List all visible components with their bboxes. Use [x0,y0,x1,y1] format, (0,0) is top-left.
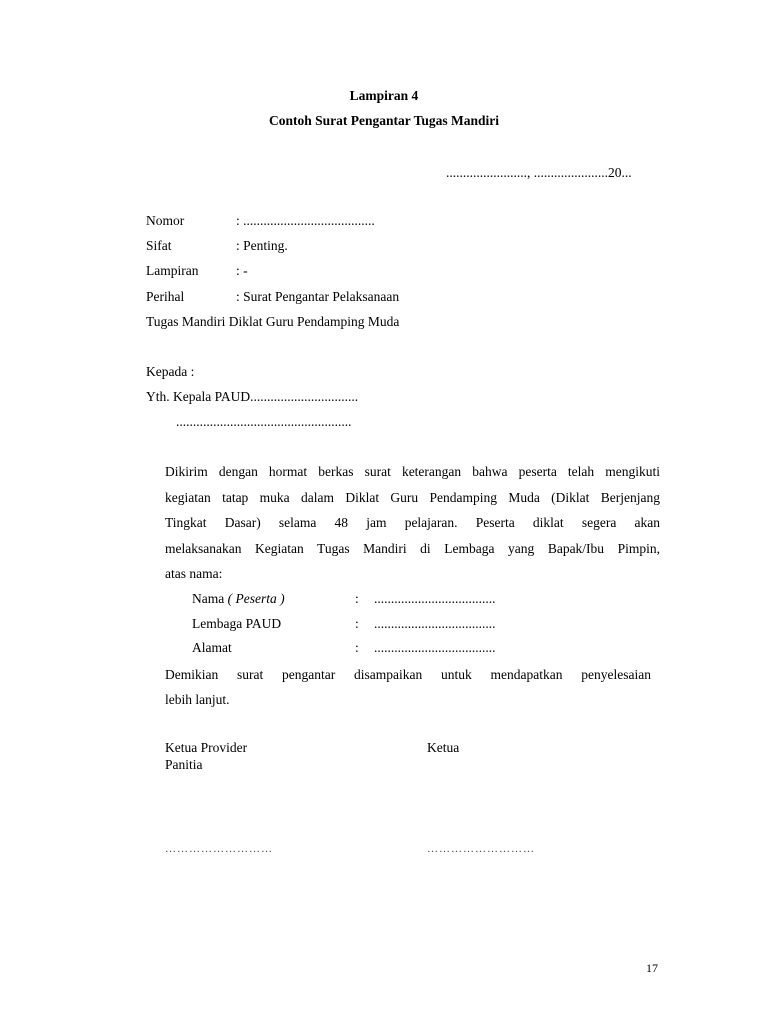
perihal-label: Perihal [146,289,185,304]
nomor-value: : ....................................... [236,213,375,228]
lembaga-value: .................................... [374,616,496,631]
recipient-address: .................................................... [176,414,352,429]
closing-line: lebih lanjut. [165,692,230,707]
page-subtitle: Contoh Surat Pengantar Tugas Mandiri [268,113,500,128]
signature-right-title: Ketua [427,740,460,755]
page-title: Lampiran 4 [349,88,419,103]
alamat-label: Alamat [192,640,232,655]
sifat-value: : Penting. [236,238,288,253]
signature-left-title2: Panitia [165,757,203,772]
sifat-label: Sifat [146,238,172,253]
alamat-colon: : [355,640,359,655]
nomor-label: Nomor [146,213,185,228]
body-line: atas nama: [165,566,223,581]
lampiran-value: : - [236,263,248,278]
lembaga-label: Lembaga PAUD [192,616,282,631]
body-line: melaksanakan Kegiatan Tugas Mandiri di Lembaga yang Bapak/Ibu Pimpin, [165,541,660,556]
nama-label [192,591,285,607]
body-line: Dikirim dengan hormat berkas surat keterangan bahwa peserta telah mengikuti [165,464,660,479]
perihal-continuation: Tugas Mandiri Diklat Guru Pendamping Muda [146,314,400,329]
nama-label-text: Nama [192,591,225,606]
signature-left-title: Ketua Provider [165,740,248,755]
page-number: 17 [646,961,658,975]
place-date: ........................, ......................20... [446,165,632,180]
perihal-value: : Surat Pengantar Pelaksanaan [236,289,400,304]
recipient-yth: Yth. Kepala PAUD................................ [146,389,359,404]
nama-value: .................................... [374,591,496,606]
recipient-kepada: Kepada : [146,364,195,379]
signature-right-line: ……………………… [427,843,535,855]
alamat-value: .................................... [374,640,496,655]
nama-colon: : [355,591,359,606]
signature-left-line: ……………………… [165,843,273,855]
closing-line: Demikian surat pengantar disampaikan untuk mendapatkan penyelesaian [165,667,651,682]
body-line: Tingkat Dasar) selama 48 jam pelajaran. Peserta diklat segera akan [165,515,660,530]
body-line: kegiatan tatap muka dalam Diklat Guru Pendamping Muda (Diklat Berjenjang [165,490,660,505]
lampiran-label: Lampiran [146,263,199,278]
lembaga-colon: : [355,616,359,631]
nama-label-italic: ( Peserta ) [227,591,285,606]
